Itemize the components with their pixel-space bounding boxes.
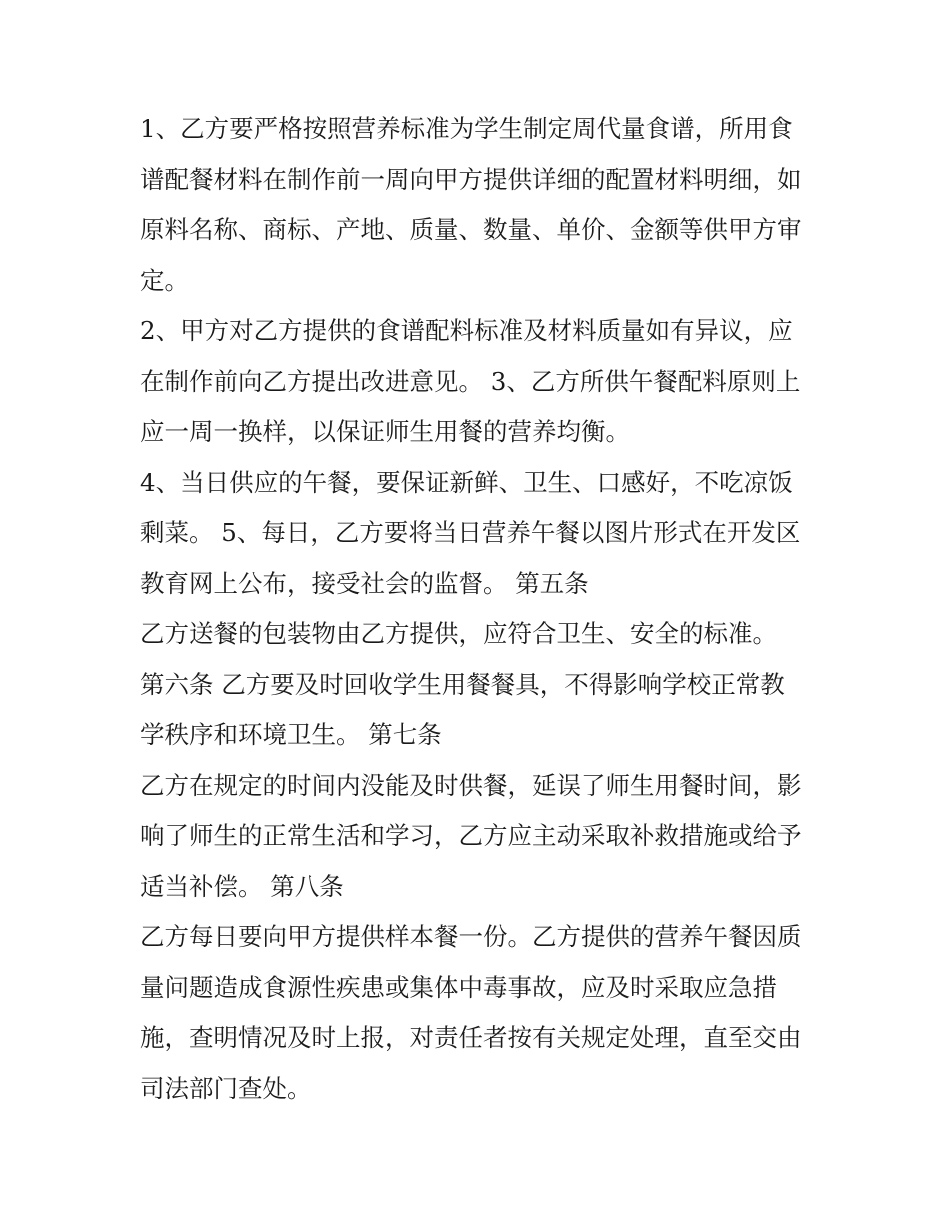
- text-line: 学秩序和环境卫生。 第七条: [140, 720, 442, 749]
- text-line: 乙方在规定的时间内没能及时供餐，延误了师生用餐时间，影: [140, 770, 802, 800]
- text-line: 量问题造成食源性疾患或集体中毒事故，应及时采取应急措: [140, 972, 777, 1002]
- text-line: 应一周一换样，以保证师生用餐的营养均衡。: [140, 417, 630, 446]
- text-line: 第六条 乙方要及时回收学生用餐餐具，不得影响学校正常教: [140, 669, 785, 699]
- text-line: 4、当日供应的午餐，要保证新鲜、卫生、口感好，不吃凉饭: [140, 467, 793, 497]
- text-line: 谱配餐材料在制作前一周向甲方提供详细的配置材料明细，如: [140, 164, 802, 194]
- text-line: 适当补偿。 第八条: [140, 871, 344, 901]
- text-line: 1、乙方要严格按照营养标准为学生制定周代量食谱，所用食: [140, 114, 793, 143]
- text-line: 定。: [140, 265, 189, 295]
- text-line: 剩菜。 5、每日，乙方要将当日营养午餐以图片形式在开发区: [140, 518, 801, 547]
- paragraph-article-5: [140, 609, 830, 660]
- document-body: [140, 104, 830, 1114]
- paragraph-article-7: [140, 761, 830, 913]
- text-line: 教育网上公布，接受社会的监督。 第五条: [140, 568, 589, 598]
- text-line: 司法部门查处。: [140, 1073, 312, 1103]
- paragraph-clause-1: [140, 104, 830, 306]
- text-line: 响了师生的正常生活和学习，乙方应主动采取补救措施或给予: [140, 821, 802, 850]
- text-line: 2、甲方对乙方提供的食谱配料标准及材料质量如有异议，应: [140, 316, 793, 345]
- paragraph-clause-2-3: [140, 306, 830, 458]
- paragraph-article-6: [140, 660, 830, 761]
- text-line: 乙方每日要向甲方提供样本餐一份。乙方提供的营养午餐因质: [140, 922, 802, 951]
- text-line: 施，查明情况及时上报，对责任者按有关规定处理，直至交由: [140, 1023, 802, 1052]
- text-line: 乙方送餐的包装物由乙方提供，应符合卫生、安全的标准。: [140, 619, 777, 648]
- paragraph-article-8: [140, 912, 830, 1114]
- paragraph-clause-4-5: [140, 458, 830, 610]
- text-line: 在制作前向乙方提出改进意见。 3、乙方所供午餐配料原则上: [140, 366, 801, 396]
- text-line: 原料名称、商标、产地、质量、数量、单价、金额等供甲方审: [140, 215, 802, 244]
